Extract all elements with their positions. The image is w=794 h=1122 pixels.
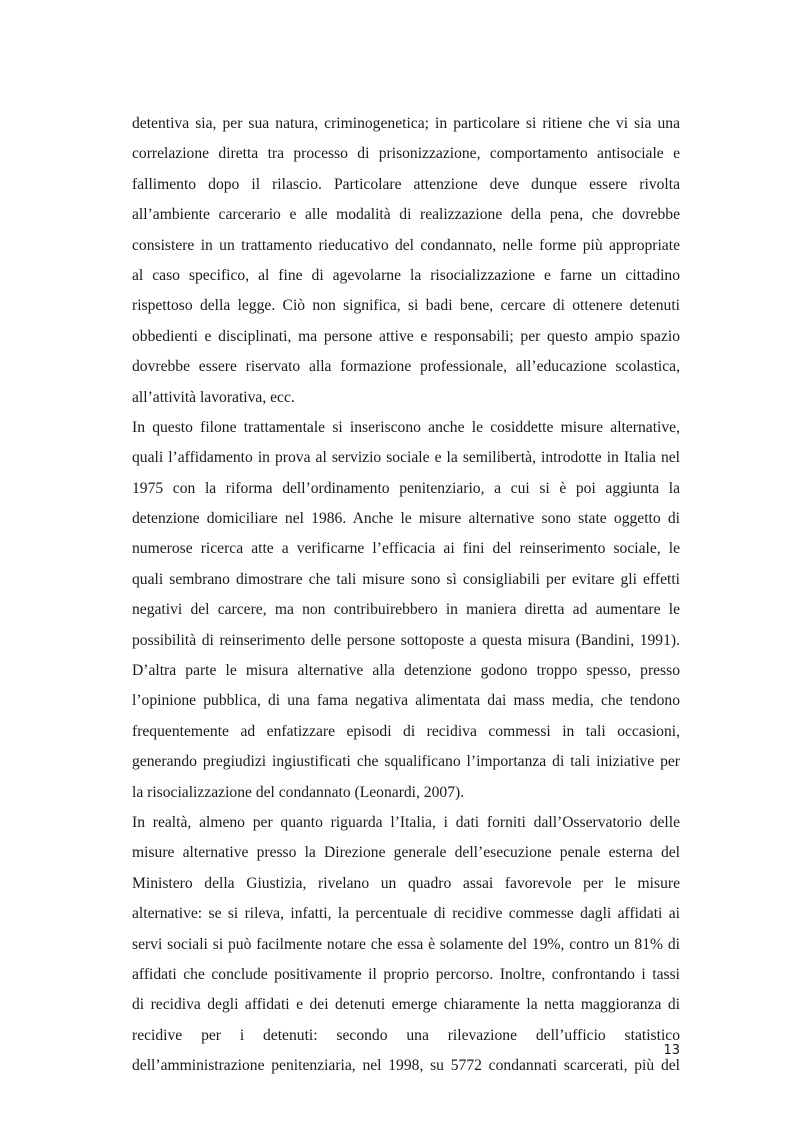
text-line: D’altra parte le misura alternative alla detenzione godono troppo spesso, presso xyxy=(132,662,680,680)
paragraph-3 xyxy=(132,808,680,1082)
text-line: rispettoso della legge. Ciò non significa, si badi bene, cercare di ottenere detenuti xyxy=(132,297,680,315)
text-line: frequentemente ad enfatizzare episodi di recidiva commessi in tali occasioni, xyxy=(132,722,680,740)
text-line: generando pregiudizi ingiustificati che squalificano l’importanza di tali iniziative per xyxy=(132,753,680,771)
text-line: recidive per i detenuti: secondo una rilevazione dell’ufficio statistico xyxy=(132,1026,680,1044)
text-line: Ministero della Giustizia, rivelano un quadro assai favorevole per le misure xyxy=(132,874,680,892)
text-line: detenzione domiciliare nel 1986. Anche le misure alternative sono state oggetto di xyxy=(132,510,680,528)
text-line: all’attività lavorativa, ecc. xyxy=(132,388,295,406)
text-line: di recidiva degli affidati e dei detenuti emerge chiaramente la netta maggioranza di xyxy=(132,996,680,1014)
text-line: l’opinione pubblica, di una fama negativa alimentata dai mass media, che tendono xyxy=(132,692,680,710)
text-line: In realtà, almeno per quanto riguarda l’Italia, i dati forniti dall’Osservatorio delle xyxy=(132,813,680,831)
body-text xyxy=(132,109,680,1082)
text-line: In questo filone trattamentale si inseriscono anche le cosiddette misure alternative, xyxy=(132,418,680,436)
text-line: 1975 con la riforma dell’ordinamento penitenziario, a cui si è poi aggiunta la xyxy=(132,479,680,497)
page-number: 13 xyxy=(663,1043,680,1058)
text-line: alternative: se si rileva, infatti, la percentuale di recidive commesse dagli affidati ai xyxy=(132,905,680,923)
text-line: negativi del carcere, ma non contribuirebbero in maniera diretta ad aumentare le xyxy=(132,601,680,619)
text-line: quali sembrano dimostrare che tali misure sono sì consigliabili per evitare gli effetti xyxy=(132,570,680,588)
text-line: servi sociali si può facilmente notare che essa è solamente del 19%, contro un 81% di xyxy=(132,935,680,953)
text-line: dell’amministrazione penitenziaria, nel 1998, su 5772 condannati scarcerati, più del xyxy=(132,1057,680,1075)
text-line: fallimento dopo il rilascio. Particolare attenzione deve dunque essere rivolta xyxy=(132,175,680,193)
paragraph-2 xyxy=(132,413,680,808)
text-line: obbedienti e disciplinati, ma persone attive e responsabili; per questo ampio spazio xyxy=(132,327,680,345)
text-line: numerose ricerca atte a verificarne l’efficacia ai fini del reinserimento sociale, le xyxy=(132,540,680,558)
text-line: la risocializzazione del condannato (Leonardi, 2007). xyxy=(132,783,465,801)
text-line: detentiva sia, per sua natura, criminogenetica; in particolare si ritiene che vi sia una xyxy=(132,115,680,132)
text-line: all’ambiente carcerario e alle modalità di realizzazione della pena, che dovrebbe xyxy=(132,206,680,224)
text-line: possibilità di reinserimento delle persone sottoposte a questa misura (Bandini, 1991). xyxy=(132,631,680,649)
text-line: quali l’affidamento in prova al servizio sociale e la semilibertà, introdotte in Italia nel xyxy=(132,449,680,467)
text-line: dovrebbe essere riservato alla formazione professionale, all’educazione scolastica, xyxy=(132,358,680,376)
text-line: misure alternative presso la Direzione generale dell’esecuzione penale esterna del xyxy=(132,844,680,862)
text-line: consistere in un trattamento rieducativo del condannato, nelle forme più appropriate xyxy=(132,236,680,254)
text-line: affidati che conclude positivamente il proprio percorso. Inoltre, confrontando i tassi xyxy=(132,965,680,983)
paragraph-1 xyxy=(132,109,680,413)
text-line: al caso specifico, al fine di agevolarne la risocializzazione e farne un cittadino xyxy=(132,266,680,284)
text-line: correlazione diretta tra processo di prisonizzazione, comportamento antisociale e xyxy=(132,145,680,163)
